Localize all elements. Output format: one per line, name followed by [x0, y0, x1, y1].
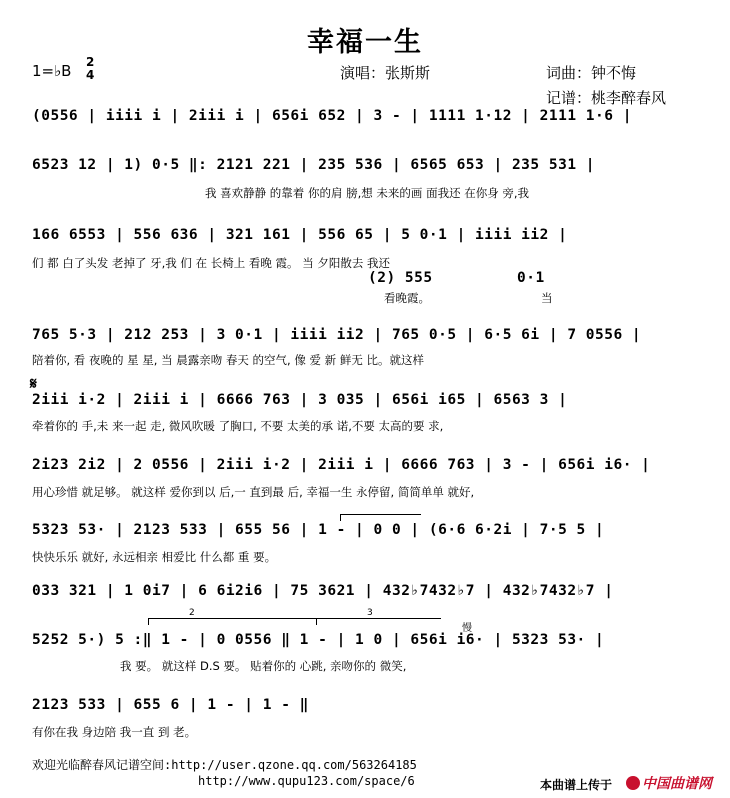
song-title: 幸福一生	[307, 27, 423, 58]
key-signature: 1=♭B	[32, 62, 72, 80]
time-signature	[86, 56, 94, 82]
lyrics-line-3: 们 都 白了头发 老掉了 牙,我 们 在 长椅上 看晚 霞。 当 夕阳散去 我还	[32, 256, 391, 270]
footer-url: http://www.qupu123.com/space/6	[198, 774, 415, 788]
score-line-8: 033 321 | 1 0i7 | 6 6i2i6 | 75 3621 | 432♭7432♭7 | 432♭7432♭7 |	[32, 583, 614, 599]
score-line-7: 5323 53· | 2123 533 | 655 56 | 1 - | 0 0 | (6·6 6·2i | 7·5 5 |	[32, 522, 605, 538]
tempo-mark-slow: 慢	[462, 623, 472, 634]
lyrics-line-9: 我 要。 就这样 D.S 要。 贴着你的 心跳, 亲吻你的 微笑,	[120, 659, 407, 673]
time-sig-top: 2	[86, 55, 95, 69]
singer-credit: 演唱：张斯斯	[340, 64, 431, 82]
score-line-2: 6523 12 | 1) 0·5 ‖: 2121 221 | 235 536 | 6565 653 | 235 531 |	[32, 157, 596, 173]
score-line-9: 5252 5·) 5 :‖ 1 - | 0 0556 ‖ 1 - | 1 0 | 656i i6· | 5323 53· |	[32, 632, 605, 648]
lyrics-line-4: 陪着你, 看 夜晚的 星 星, 当 晨露亲吻 春天 的空气, 像 爱 新 鲜无 比。就这样	[32, 353, 424, 367]
alt-ending-lyrics-2: 当	[541, 291, 553, 305]
footer-visit-text: 欢迎光临醉春风记谱空间:http://user.qzone.qq.com/563264185	[32, 758, 417, 772]
score-line-4: 765 5·3 | 212 253 | 3 0·1 | iiii ii2 | 765 0·5 | 6·5 6i | 7 0556 |	[32, 327, 642, 343]
score-line-1: (0556 | iiii i | 2iii i | 656i 652 | 3 - | 1111 1·12 | 2111 1·6 |	[32, 108, 632, 124]
lyrics-line-2: 我 喜欢静静 的靠着 你的肩 膀,想 未来的画 面我还 在你身 旁,我	[205, 186, 530, 200]
site-logo-icon	[626, 776, 640, 790]
alt-ending-lyrics: 看晚霞。	[384, 291, 430, 305]
site-logo-text: 中国曲谱网	[642, 776, 712, 792]
ending-bracket-top	[340, 514, 421, 521]
lyrics-line-10: 有你在我 身边陪 我一直 到 老。	[32, 725, 197, 739]
volta-3-bracket	[316, 608, 441, 625]
score-line-10: 2123 533 | 655 6 | 1 - | 1 - ‖	[32, 697, 309, 713]
score-line-6: 2i23 2i2 | 2 0556 | 2iii i·2 | 2iii i | 6666 763 | 3 - | 656i i6· |	[32, 457, 651, 473]
lyrics-line-6: 用心珍惜 就足够。 就这样 爱你到以 后,一 直到最 后, 幸福一生 永停留, 简简单单 就好,	[32, 485, 475, 499]
volta-3-number: 3	[367, 608, 373, 618]
transcriber-credit: 记谱：桃李醉春风	[546, 89, 667, 107]
score-line-5: 2iii i·2 | 2iii i | 6666 763 | 3 035 | 656i i65 | 6563 3 |	[32, 392, 568, 408]
volta-2-bracket	[148, 608, 319, 625]
time-sig-bottom: 4	[86, 68, 95, 82]
alt-ending-notes: (2) 555	[368, 270, 433, 286]
upload-note: 本曲谱上传于	[540, 778, 613, 792]
composer-credit: 词曲：钟不悔	[546, 64, 637, 82]
segno-sign: 𝄋	[30, 374, 37, 393]
alt-ending-notes-2: 0·1	[517, 270, 545, 286]
site-logo	[626, 773, 712, 793]
score-line-3: 166 6553 | 556 636 | 321 161 | 556 65 | 5 0·1 | iiii ii2 |	[32, 227, 568, 243]
volta-2-number: 2	[189, 608, 195, 618]
lyrics-line-5: 牵着你的 手,未 来一起 走, 微风吹暖 了胸口, 不要 太美的承 诺,不要 太高的要 求,	[32, 419, 444, 433]
lyrics-line-7: 快快乐乐 就好, 永远相亲 相爱比 什么都 重 要。	[32, 550, 277, 564]
